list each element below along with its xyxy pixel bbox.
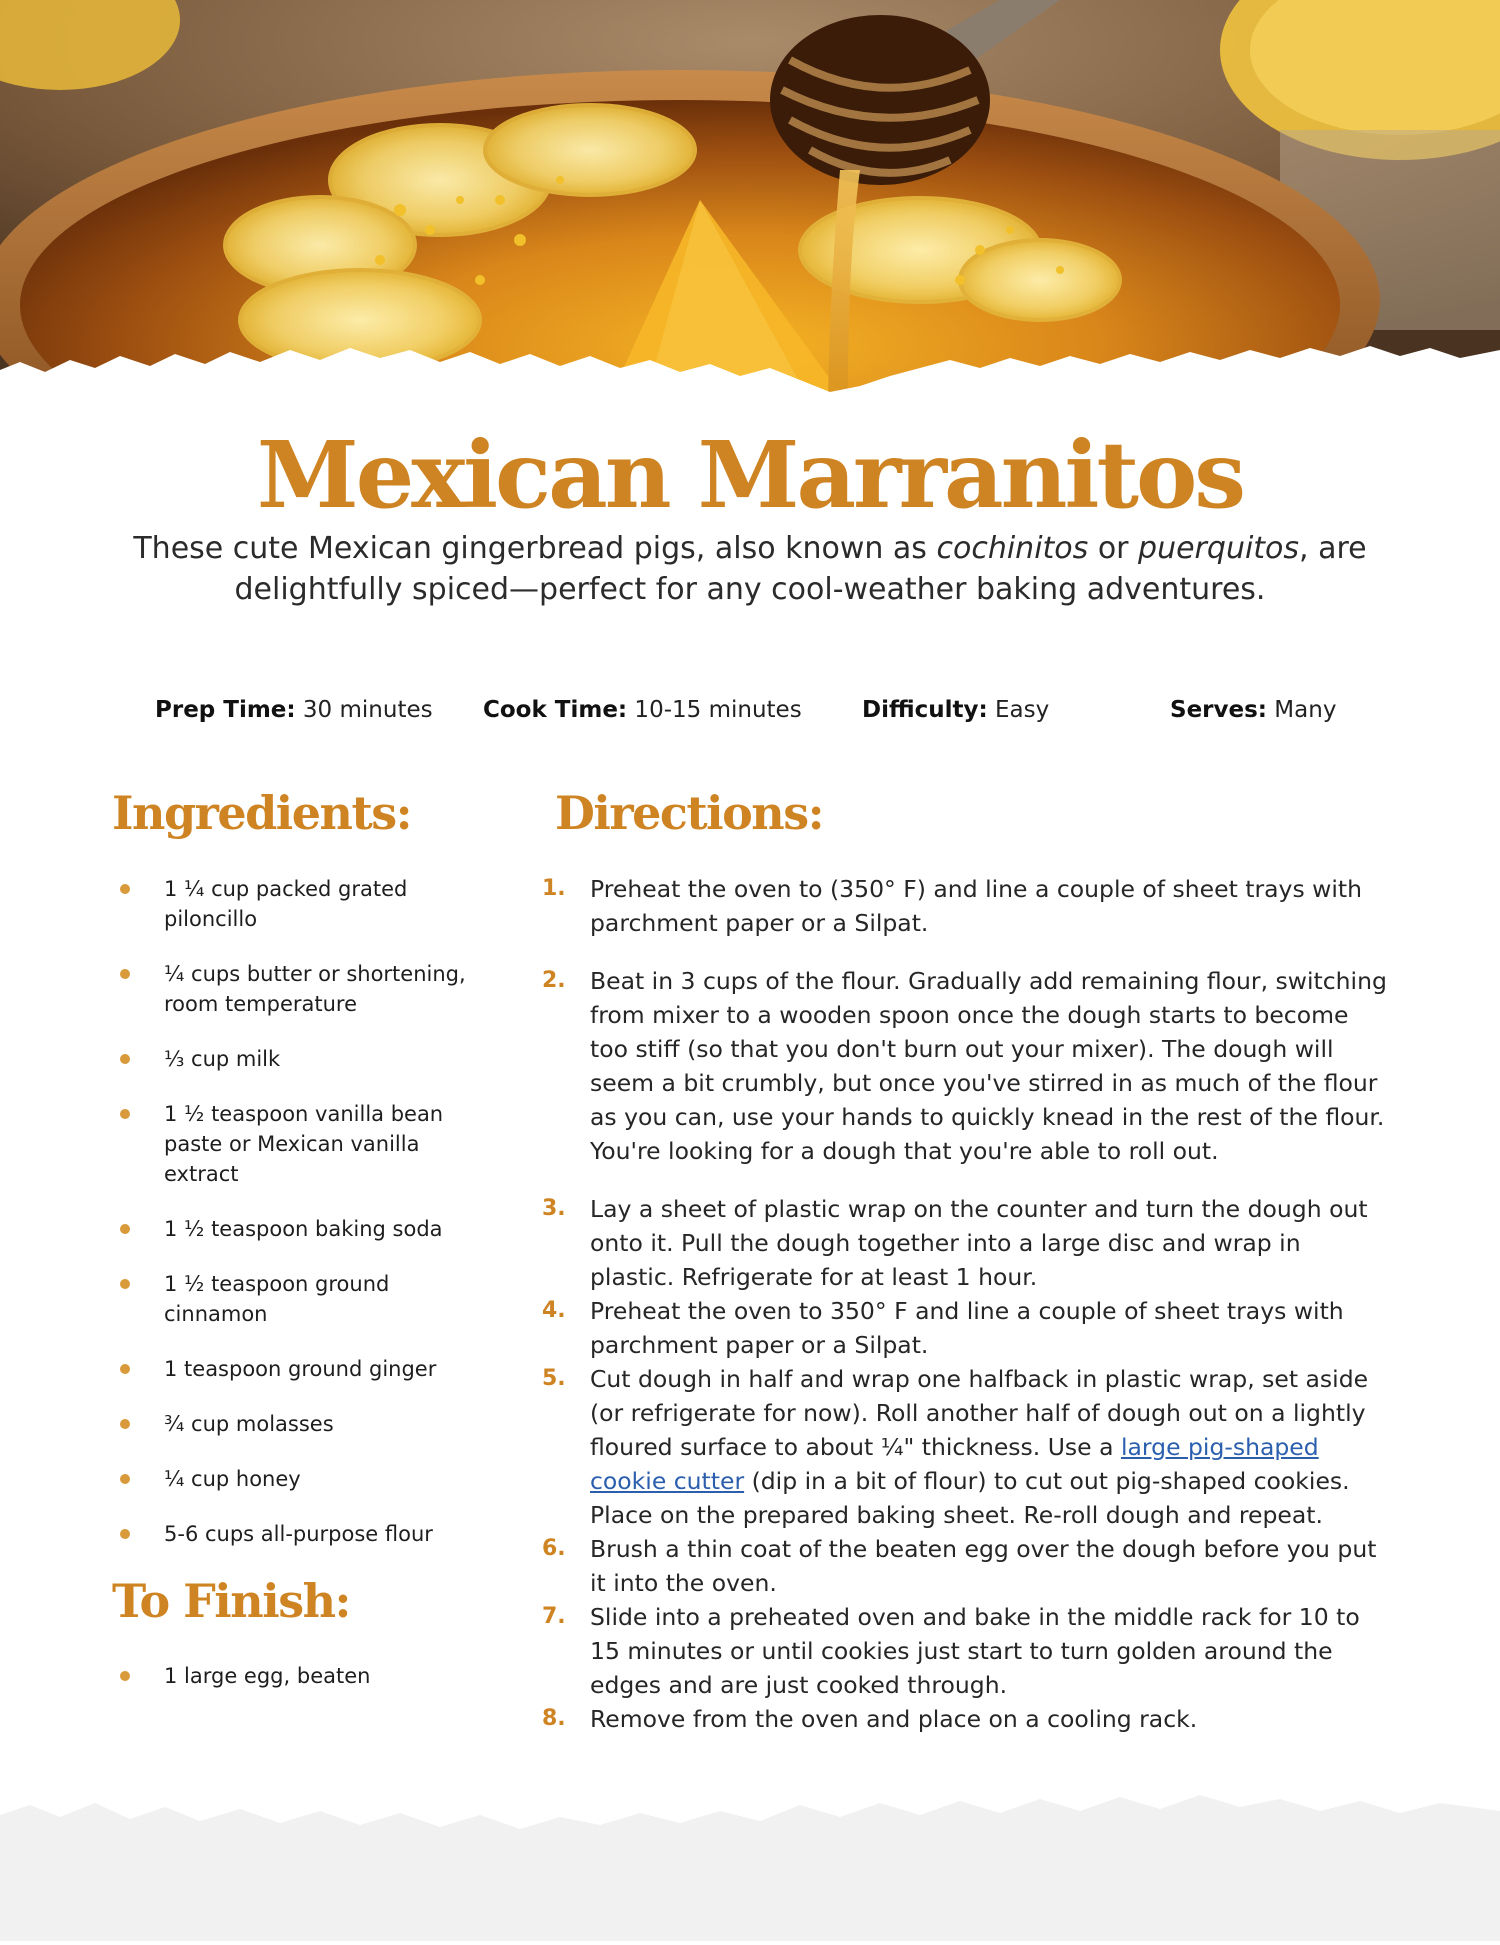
ingredient-item: ¼ cup honey (110, 1464, 480, 1494)
ingredient-item: 5-6 cups all-purpose flour (110, 1519, 480, 1549)
ingredient-item: ¾ cup molasses (110, 1409, 480, 1439)
directions-heading: Directions: (555, 786, 824, 840)
direction-step: 2. Beat in 3 cups of the flour. Gradually add remaining flour, switching from mixer to a wooden spoon once the dough starts to become too stiff (so that you don't burn out your mixer). The dough will seem a bit crumbly, but once you've stirred in as much of the flour as you can, use your hands to quickly knead in the rest of the flour. You're looking for a dough that you're able to roll out. (542, 967, 1387, 1165)
page-subtitle: These cute Mexican gingerbread pigs, also known as cochinitos or puerquitos, are delightfully spiced—perfect for any cool-weather baking adventures. (133, 531, 1367, 607)
bullet-icon (120, 969, 130, 979)
finish-item: 1 large egg, beaten (110, 1661, 480, 1691)
ingredient-item: ¼ cups butter or shortening, room temperature (110, 959, 480, 1019)
bullet-icon (120, 1529, 130, 1539)
direction-step: 1. Preheat the oven to (350° F) and line a couple of sheet trays with parchment paper or a Silpat. (542, 875, 1363, 937)
ingredient-item: 1 teaspoon ground ginger (110, 1354, 480, 1384)
to-finish-heading: To Finish: (112, 1574, 351, 1628)
ingredients-list (110, 874, 480, 1574)
finish-list (110, 1661, 480, 1716)
prep-time: Prep Time: 30 minutes (155, 697, 433, 723)
direction-step: 5. Cut dough in half and wrap one halfback in plastic wrap, set aside (or refrigerate for now). Roll another half of dough out on a lightly floured surface to about ¼" thickness. Use a large pig-shaped cookie cutter (dip in a bit of flour) to cut out pig-shaped cookies. Place on the prepared baking sheet. Re-roll dough and repeat. (542, 1365, 1369, 1529)
bullet-icon (120, 1224, 130, 1234)
directions-list (542, 872, 1392, 1736)
direction-step: 6. Brush a thin coat of the beaten egg over the dough before you put it into the oven. (542, 1535, 1377, 1597)
hero-photo (0, 0, 1500, 420)
alt-name-2: puerquitos (1138, 531, 1300, 566)
bullet-icon (120, 1474, 130, 1484)
alt-name-1: cochinitos (936, 531, 1089, 566)
ingredient-item: ⅓ cup milk (110, 1044, 480, 1074)
bullet-icon (120, 1671, 130, 1681)
bullet-icon (120, 1279, 130, 1289)
direction-step: 8. Remove from the oven and place on a cooling rack. (542, 1705, 1198, 1733)
direction-step: 3. Lay a sheet of plastic wrap on the counter and turn the dough out onto it. Pull the dough together into a large disc and wrap in plastic. Refrigerate for at least 1 hour. (542, 1195, 1368, 1291)
difficulty: Difficulty: Easy (862, 697, 1050, 723)
direction-step: 4. Preheat the oven to 350° F and line a couple of sheet trays with parchment paper or a Silpat. (542, 1297, 1344, 1359)
footer-torn-paper (0, 1775, 1500, 1941)
direction-step: 7. Slide into a preheated oven and bake in the middle rack for 10 to 15 minutes or until cookies just start to turn golden around the edges and are just cooked through. (542, 1603, 1360, 1699)
bullet-icon (120, 1364, 130, 1374)
ingredient-item: 1 ½ teaspoon ground cinnamon (110, 1269, 480, 1329)
bullet-icon (120, 1419, 130, 1429)
ingredient-item: 1 ½ teaspoon baking soda (110, 1214, 480, 1244)
ingredients-heading: Ingredients: (112, 786, 412, 840)
bullet-icon (120, 1109, 130, 1119)
bullet-icon (120, 884, 130, 894)
cook-time: Cook Time: 10-15 minutes (483, 697, 802, 723)
page-title: Mexican Marranitos (256, 421, 1244, 529)
cookie-cutter-link[interactable]: large pig-shaped cookie cutter (590, 1433, 1319, 1495)
serves: Serves: Many (1170, 697, 1337, 723)
ingredient-item: 1 ¼ cup packed grated piloncillo (110, 874, 480, 934)
bullet-icon (120, 1054, 130, 1064)
ingredient-item: 1 ½ teaspoon vanilla bean paste or Mexican vanilla extract (110, 1099, 480, 1189)
